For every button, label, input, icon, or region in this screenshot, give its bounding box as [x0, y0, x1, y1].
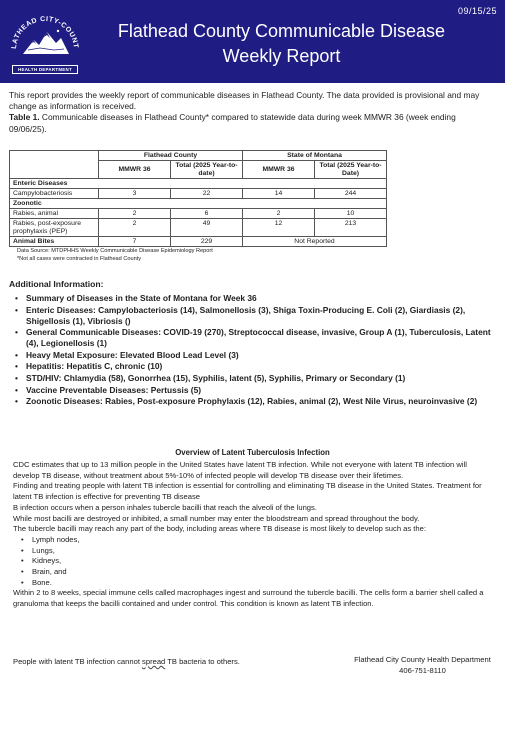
additional-list [9, 293, 499, 407]
footer-department: Flathead City County Health Department [354, 655, 491, 664]
cell-fc-week: 2 [99, 219, 171, 237]
list-item: • Lungs, [13, 546, 493, 557]
table-corner-lower [10, 161, 99, 179]
category-animal-bites: Animal Bites [10, 237, 99, 247]
cell-fc-total: 49 [171, 219, 243, 237]
col-header-mt-total: Total (2025 Year-to-Date) [315, 161, 387, 179]
list-item: • General Communicable Diseases: COVID-19 (270), Streptococcal disease, invasive, Group A (1), Tuberculosis, Latent (4), Legionellosis (1) [9, 327, 499, 349]
cell-mt-total: 244 [315, 189, 387, 199]
list-item: • STD/HIV: Chlamydia (58), Gonorrhea (15), Syphilis, latent (5), Syphilis, Primary or Secondary (1) [9, 373, 499, 384]
logo-arc-text: LATHEAD CITY-COUNT [10, 15, 80, 50]
cell-mt-week: 14 [243, 189, 315, 199]
list-item: • Heavy Metal Exposure: Elevated Blood Lead Level (3) [9, 350, 499, 361]
row-name: Rabies, post-exposure prophylaxis (PEP) [10, 219, 99, 237]
report-date: 09/15/25 [457, 6, 497, 16]
last-line-pre: People with latent TB infection cannot [13, 657, 143, 666]
row-name: Campylobacteriosis [10, 189, 99, 199]
cell-mt-week: 12 [243, 219, 315, 237]
last-line-post: TB bacteria to others. [165, 657, 240, 666]
overview-paragraph: The tubercle bacilli may reach any part of the body, including areas where TB disease is most likely to develop such as the: [13, 524, 426, 534]
footer-phone: 406-751-8110 [399, 666, 446, 675]
logo-department-label: HEALTH DEPARTMENT [12, 65, 78, 74]
cell-fc-week: 7 [99, 237, 171, 247]
table-caption-text: Communicable diseases in Flathead County* compared to statewide data during week MMWR 36 (week ending 09/06/25). [9, 112, 456, 134]
list-item: • Enteric Diseases: Campylobacteriosis (14), Salmonellosis (3), Shiga Toxin-Producing E. Coli (2), Giardiasis (2), Shigellosis (1), Vibriosis () [9, 305, 499, 327]
list-item: • Zoonotic Diseases: Rabies, Post-exposure Prophylaxis (12), Rabies, animal (2), West Nile Virus, neuroinvasive (2) [9, 396, 499, 407]
table-1 [9, 150, 386, 263]
overview-paragraph: While most bacilli are destroyed or inhibited, a small number may enter the bloodstream and spread throughout the body. [13, 513, 420, 523]
cell-mt-not-reported: Not Reported [243, 237, 387, 247]
spell-check-word: spread [142, 657, 166, 666]
group-header-montana: State of Montana [243, 151, 387, 161]
report-header [0, 0, 505, 83]
cell-fc-week: 3 [99, 189, 171, 199]
additional-heading: Additional Information: [9, 279, 104, 289]
table-row [10, 209, 387, 219]
list-item: • Brain, and [13, 567, 493, 578]
table-notes [9, 248, 386, 263]
contracted-note: *Not all cases were contracted in Flathead County [17, 255, 142, 262]
cell-mt-total: 213 [315, 219, 387, 237]
col-header-fc-week: MMWR 36 [99, 161, 171, 179]
row-name: Rabies, animal [10, 209, 99, 219]
list-item: • Hepatitis: Hepatitis C, chronic (10) [9, 361, 499, 372]
list-item: • Vaccine Preventable Diseases: Pertussis (5) [9, 385, 499, 396]
col-header-mt-week: MMWR 36 [243, 161, 315, 179]
table-row [10, 189, 387, 199]
title-line-2: Weekly Report [222, 46, 341, 66]
footer-contact [340, 654, 505, 676]
col-header-fc-total: Total (2025 Year-to-date) [171, 161, 243, 179]
table-row [10, 219, 387, 237]
overview-paragraph: B infection occurs when a person inhales tubercle bacilli that reach the alveoli of the lungs. [13, 502, 317, 512]
title-line-1: Flathead County Communicable Disease [117, 21, 446, 41]
overview-last-line [13, 657, 240, 666]
disease-table [9, 150, 387, 247]
page-title [88, 19, 475, 69]
table-row [10, 237, 387, 247]
body-parts-list [13, 535, 493, 589]
table-category-row [10, 179, 387, 189]
list-item: • Summary of Diseases in the State of Montana for Week 36 [9, 293, 499, 304]
health-department-logo [6, 4, 84, 80]
list-item: • Kidneys, [13, 556, 493, 567]
data-source-note: Data Source: MTDPHHS Weekly Communicable Disease Epidemiology Report [17, 248, 213, 254]
additional-information [9, 279, 499, 408]
overview-paragraph: Within 2 to 8 weeks, special immune cells called macrophages ingest and surround the tubercle bacilli. The cells form a barrier shell called a granuloma that keeps the bacilli contained and under control. This condition is known as latent TB infection. [13, 588, 484, 609]
cell-mt-total: 10 [315, 209, 387, 219]
category-enteric: Enteric Diseases [10, 179, 387, 189]
overview-title: Overview of Latent Tuberculosis Infection [175, 448, 330, 457]
cell-fc-total: 22 [171, 189, 243, 199]
group-header-flathead: Flathead County [99, 151, 243, 161]
cell-fc-total: 229 [171, 237, 243, 247]
cell-mt-week: 2 [243, 209, 315, 219]
overview-section [13, 460, 493, 610]
table-column-header-row [10, 161, 387, 179]
table-corner [10, 151, 99, 161]
cell-fc-week: 2 [99, 209, 171, 219]
table-caption [9, 112, 489, 134]
table-category-row [10, 199, 387, 209]
overview-paragraph: CDC estimates that up to 13 million people in the United States have latent TB infection. While not everyone with latent TB infection will develop TB disease, without treatment about 5%-10% of infected people will develop TB disease over their lifetimes. [13, 460, 467, 480]
list-item: • Bone. [13, 578, 493, 589]
category-zoonotic: Zoonotic [10, 199, 387, 209]
cell-fc-total: 6 [171, 209, 243, 219]
table-group-header-row [10, 151, 387, 161]
table-label: Table 1. [9, 112, 40, 123]
intro-paragraph: This report provides the weekly report of communicable diseases in Flathead County. The data provided is provisional and may change as information is received. [9, 90, 480, 112]
list-item: • Lymph nodes, [13, 535, 493, 546]
intro-section [9, 90, 489, 135]
overview-paragraph: Finding and treating people with latent TB infection is essential for controlling and eliminating TB disease in the United States. Treatment for latent TB infection is effective for preventing TB disease [13, 481, 482, 502]
